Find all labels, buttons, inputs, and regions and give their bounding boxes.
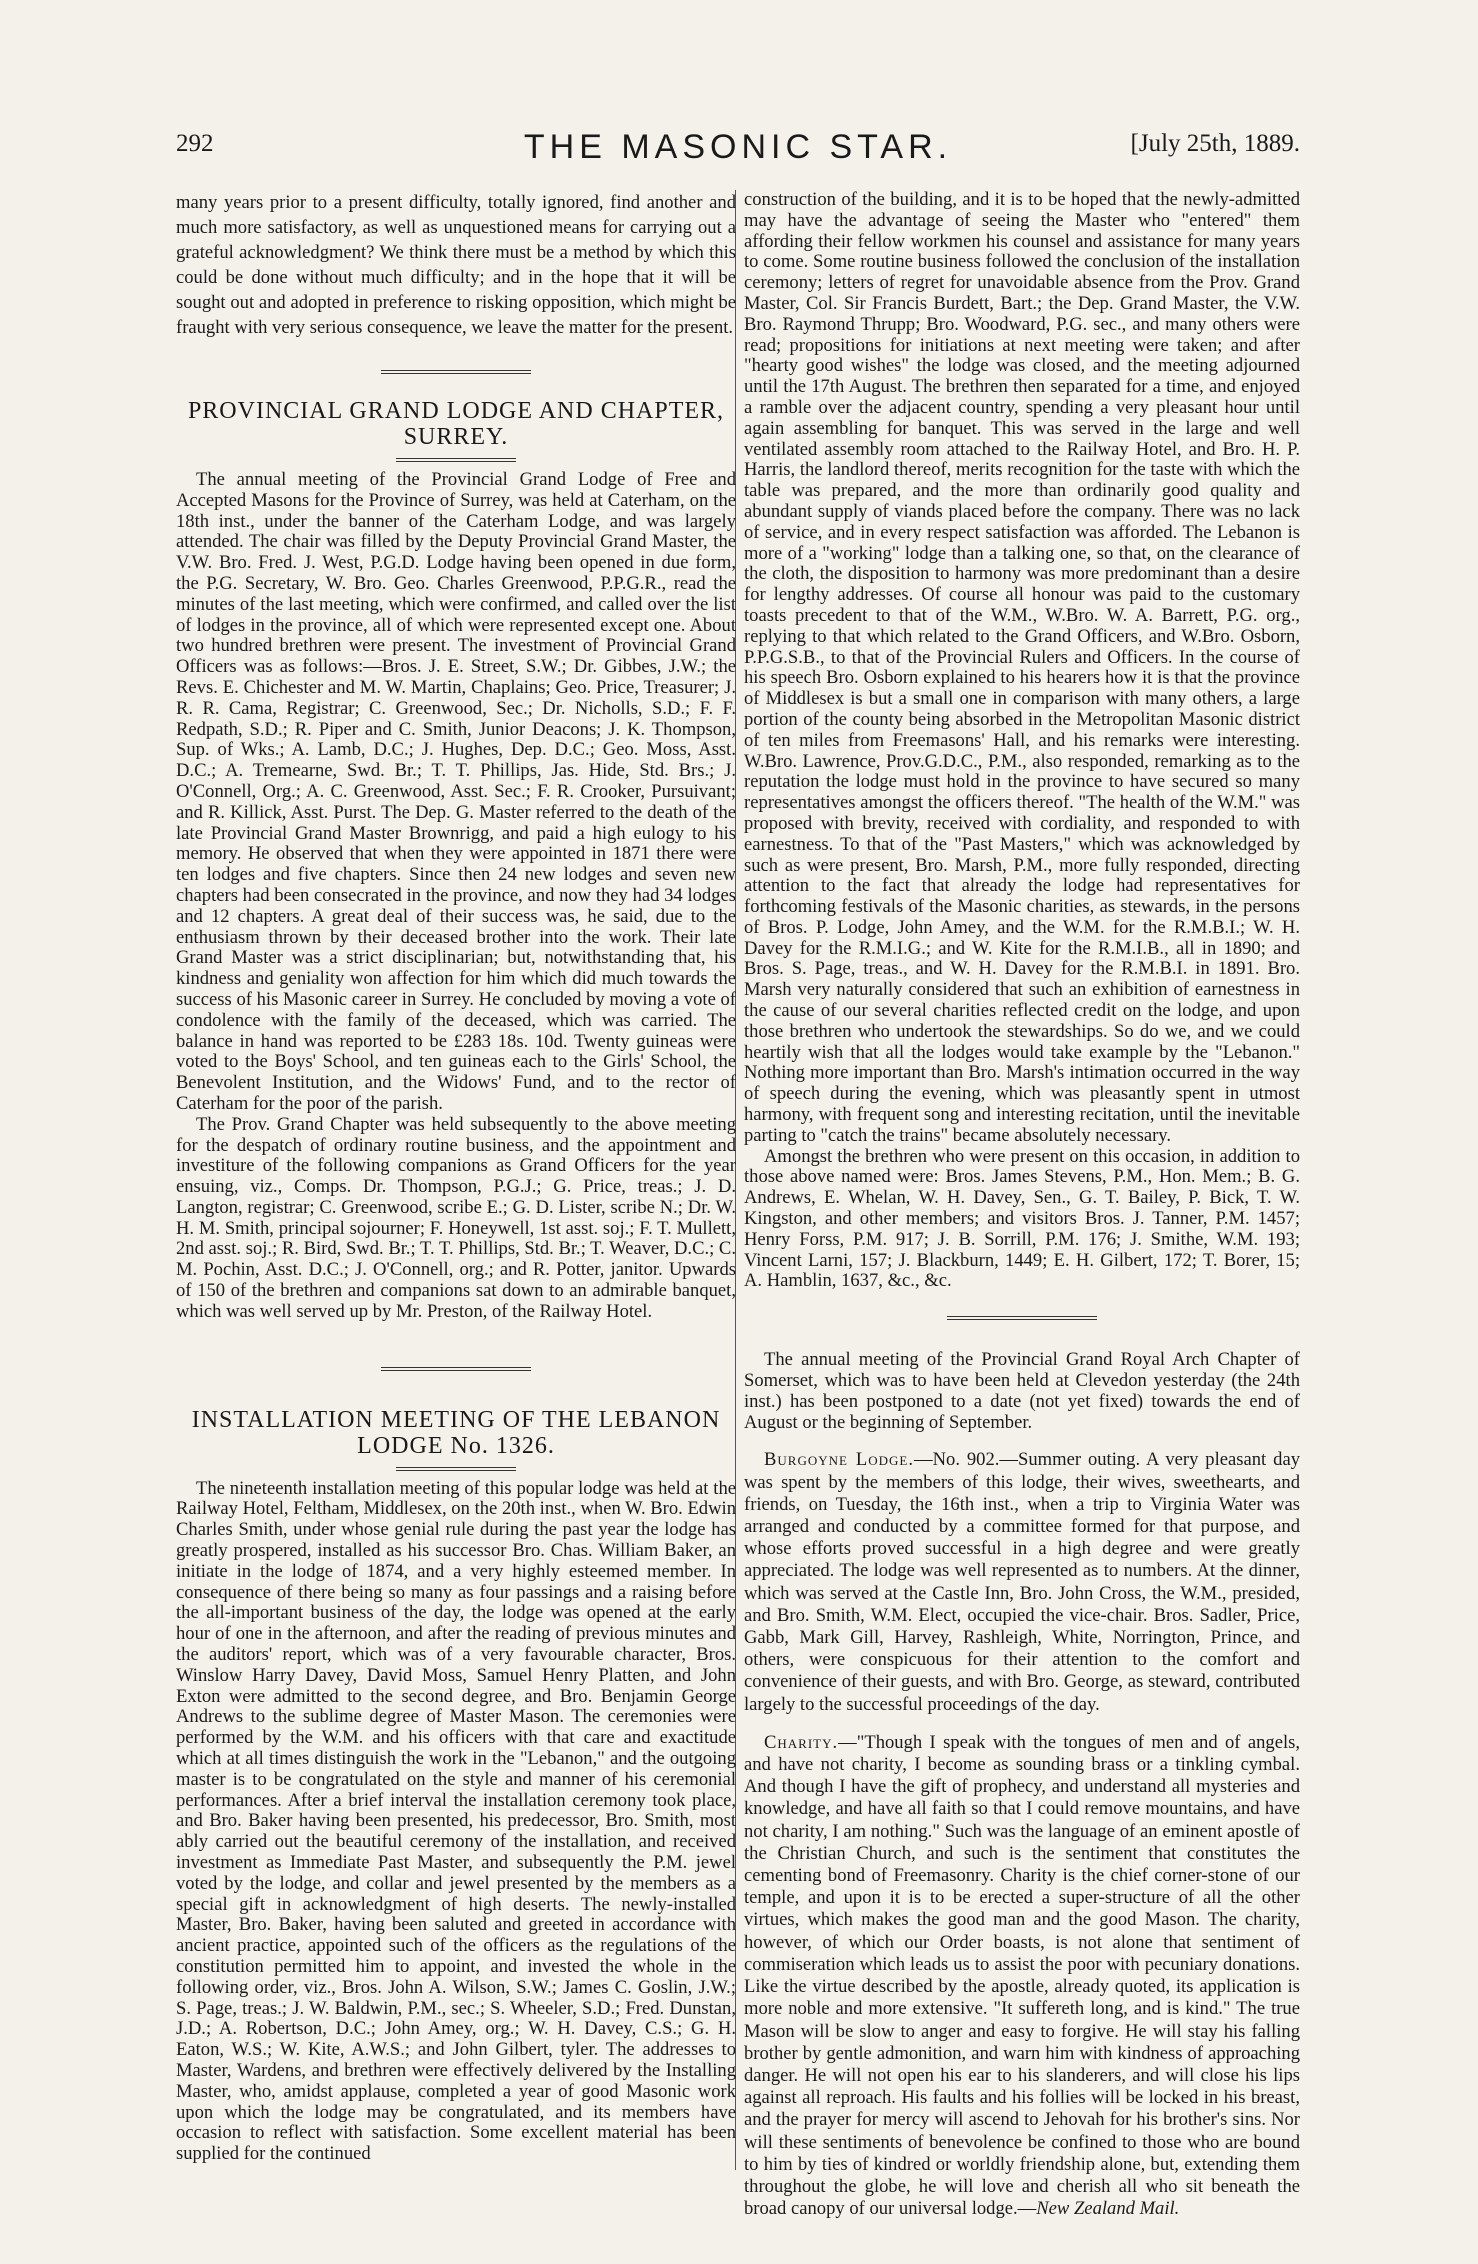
charity-source: New Zealand Mail. xyxy=(1036,2198,1180,2220)
heading-rule xyxy=(396,1467,516,1471)
charity-paragraph xyxy=(744,1732,1300,2220)
surrey-heading: PROVINCIAL GRAND LODGE AND CHAPTER, SURREY. xyxy=(187,398,725,450)
lebanon-paragraph: The nineteenth installation meeting of this popular lodge was held at the Railway Hotel, Feltham, Middlesex, on the 20th inst., when W. Bro. Edwin Charles Smith, under whose genial rule during the past year the lodge has greatly prospered, installed as his successor Bro. Chas. William Baker, an initiate in the lodge of 1874, and a very highly esteemed member. In consequence of there being so many as four passings and a raising before the all-important business of the day, the lodge was opened at the early hour of one in the afternoon, and after the reading of previous minutes and the auditors' report, which was of a very favourable character, Bros. Winslow Harry Davey, David Moss, Samuel Henry Platten, and John Exton were admitted to the second degree, and Bro. Benjamin George Andrews to the sublime degree of Master Mason. The ceremonies were performed by the W.M. and his officers with that care and exactitude which at all times distinguish the work in the "Lebanon," and the outgoing master is to be congratulated on the style and manner of his ceremonial performances. After a brief interval the installation ceremony took place, and Bro. Baker having been presented, his predecessor, Bro. Smith, most ably carried out the beautiful ceremony of the installation, and received investment as Immediate Past Master, and subsequently the P.M. jewel voted by the lodge, and collar and jewel presented by the members as a special gift in acknowledgment of high deserts. The newly-installed Master, Bro. Baker, having been saluted and greeted in accordance with ancient practice, appointed such of the officers as the regulations of the constitution permitted him to appoint, and invested the whole in the following order, viz., Bros. John A. Wilson, S.W.; James C. Goslin, J.W.; S. Page, treas.; J. W. Baldwin, P.M., sec.; S. Wheeler, S.D.; Fred. Dunstan, J.D.; A. Robertson, D.C.; John Amey, org.; W. H. Davey, C.S.; G. H. Eaton, W.S.; W. Kite, A.W.S.; and John Gilbert, tyler. The addresses to Master, Wardens, and brethren were effectively delivered by the Installing Master, who, amidst applause, completed a year of good Masonic work upon which the lodge may be congratulated, and its members have occasion to reflect with satisfaction. Some excellent material has been supplied for the continued xyxy=(176,1477,736,2165)
somerset-paragraph: The annual meeting of the Provincial Grand Royal Arch Chapter of Somerset, which was to have been held at Clevedon yesterday (the 24th inst.) has been postponed to a date (not yet fixed) towards the end of August or the beginning of September. xyxy=(744,1349,1300,1433)
lebanon-heading: INSTALLATION MEETING OF THE LEBANON LODGE No. 1326. xyxy=(191,1406,721,1459)
page-header xyxy=(176,128,1300,168)
right-column xyxy=(744,190,1300,2220)
charity-text: —"Though I speak with the tongues of men and of angels, and have not charity, I become as sounding brass or a tinkling cymbal. And though I have the gift of prophecy, and understand all mysteries and knowledge, and have all faith so that I could remove mountains, and have not charity, I am nothing." Such was the language of an eminent apostle of the Christian Church, and such is the sentiment that constitutes the cementing bond of Freemasonry. Charity is the chief corner-stone of our temple, and upon it is to be erected a super-structure of all the other virtues, which makes the good man and the good Mason. The charity, however, of which our Order boasts, is not alone that sentiment of commiseration which leads us to assist the poor with pecuniary donations. Like the virtue described by the apostle, already quoted, its application is more noble and more extensive. "It suffereth long, and is kind." The true Mason will be slow to anger and easy to forgive. He will stay his falling brother by gentle admonition, and warn him with kindness of approaching danger. He will not open his ear to his slanderers, and will close his lips against all reproach. His faults and his follies will be locked in his breast, and the prayer for mercy will ascend to Jehovah for his brother's sins. Nor will these sentiments of benevolence be confined to those who are bound to him by ties of kindred or worldly friendship alone, but, extending them throughout the globe, he will love and cherish all who sit beneath the broad canopy of our universal lodge.— xyxy=(744,1731,1300,2220)
charity-lead: Charity. xyxy=(764,1731,839,1753)
page-number: 292 xyxy=(176,130,214,157)
section-rule xyxy=(381,370,531,374)
intro-paragraph: many years prior to a present difficulty, totally ignored, find another and much more satisfactory, as well as unquestioned means for carrying out a grateful acknowledgment? We think there must be a method by which this could be done without much difficulty; and in the hope that it will be sought out and adopted in preference to risking opposition, which might be fraught with very serious consequence, we leave the matter for the present. xyxy=(176,192,736,338)
left-column xyxy=(176,190,736,2165)
brethren-paragraph: Amongst the brethren who were present on this occasion, in addition to those above named were: Bros. James Stevens, P.M., Hon. Mem.; B. G. Andrews, E. Whelan, W. H. Davey, Sen., G. T. Bailey, P. Bick, T. W. Kingston, and other members; and visitors Bros. J. Tanner, P.M. 1457; Henry Forss, P.M. 917; J. B. Sorrill, P.M. 176; J. Smithe, W.M. 193; Vincent Larni, 157; J. Blackburn, 1449; E. H. Gilbert, 172; T. Borer, 15; A. Hamblin, 1637, &c., &c. xyxy=(744,1145,1300,1292)
section-rule xyxy=(381,1367,531,1371)
heading-rule xyxy=(396,458,516,462)
burgoyne-lead: Burgoyne Lodge. xyxy=(764,1449,914,1471)
burgoyne-text: —No. 902.—Summer outing. A very pleasant day was spent by the members of this lodge, their wives, sweethearts, and friends, on Tuesday, the 16th inst., when a trip to Virginia Water was arranged and conducted by a committee formed for that purpose, and whose efforts proved successful in a high degree and were greatly appreciated. The lodge was well represented as to numbers. At the dinner, which was served at the Castle Inn, Bro. John Cross, the W.M., presided, and Bro. Smith, W.M. Elect, occupied the vice-chair. Bros. Sadler, Price, Gabb, Mark Gill, Harvey, Rashleigh, White, Norrington, Prince, and others, were conspicuous for their attention to the comfort and convenience of their guests, and with Bro. George, as steward, contributed largely to the successful proceedings of the day. xyxy=(744,1449,1300,1715)
chapter-paragraph: The Prov. Grand Chapter was held subsequently to the above meeting for the despatch of ordinary routine business, and the appointment and investiture of the following companions as Grand Officers for the year ensuing, viz., Comps. Dr. Thompson, P.G.J.; G. Price, treas.; J. D. Langton, registrar; C. Greenwood, scribe E.; G. D. Lister, scribe N.; Dr. W. H. M. Smith, principal sojourner; F. Honeywell, 1st asst. soj.; F. T. Mullett, 2nd asst. soj.; R. Bird, Swd. Br.; T. T. Phillips, Std. Br.; T. Weaver, D.C.; C. M. Pochin, Asst. D.C.; J. O'Connell, org.; and R. Potter, janitor. Upwards of 150 of the brethren and companions sat down to an admirable banquet, which was well served up by Mr. Preston, of the Railway Hotel. xyxy=(176,1113,736,1322)
lebanon-continued: construction of the building, and it is to be hoped that the newly-admitted may have the advantage of seeing the Master who "entered" them affording their fellow workmen his counsel and assistance for many years to come. Some routine business followed the conclusion of the installation ceremony; letters of regret for unavoidable absence from the Prov. Grand Master, Col. Sir Francis Burdett, Bart.; the Dep. Grand Master, the V.W. Bro. Raymond Thrupp; Bro. Woodward, P.G. sec., and many others were read; propositions for initiations at next meeting were taken; and after "hearty good wishes" the lodge was closed, and the meeting adjourned until the 17th August. The brethren then separated for a time, and enjoyed a ramble over the adjacent country, spending a very pleasant hour until again assembling for banquet. This was served in the large and well ventilated assembly room attached to the Railway Hotel, and Bro. H. P. Harris, the landlord thereof, merits recognition for the taste with which the table was prepared, and the more than ordinarily good quality and abundant supply of viands placed before the company. There was no lack of service, and in every respect satisfaction was afforded. The Lebanon is more of a "working" lodge than a talking one, so that, on the clearance of the cloth, the disposition to harmony was more predominant than a desire for lengthy addresses. Of course all honour was paid to the customary toasts precedent to that of the W.M., W.Bro. W. A. Barrett, P.G. org., replying to that which related to the Grand Officers, and W.Bro. Osborn, P.P.G.S.B., to that of the Provincial Rulers and Officers. In the course of his speech Bro. Osborn explained to his hearers how it is that the province of Middlesex is but a small one in comparison with many others, a large portion of the county being absorbed in the Metropolitan Masonic district of ten miles from Freemasons' Hall, and his remarks were interesting. W.Bro. Lawrence, Prov.G.D.C., P.M., also responded, remarking as to the reputation the lodge must hold in the province to have secured so many representatives amongst the officers thereof. "The health of the W.M." was proposed with brevity, received with cordiality, and responded to with earnestness. To that of the "Past Masters," which was acknowledged by such as were present, Bro. Marsh, P.M., more fully responded, directing attention to the fact that already the lodge had representatives for forthcoming festivals of the Masonic charities, as stewards, in the persons of Bros. P. Lodge, John Amey, and the W.M. for the R.M.B.I.; W. H. Davey for the R.M.I.G.; and W. Kite for the R.M.I.B., all in 1890; and Bros. S. Page, treas., and W. H. Davey for the R.M.B.I. in 1891. Bro. Marsh very naturally considered that such an exhibition of earnestness in the cause of our several charities reflected credit on the lodge, and upon those brethren who undertook the stewardships. So do we, and we could heartily wish that all the lodges would take example by the "Lebanon." Nothing more important than Bro. Marsh's intimation occurred in the way of speech during the evening, which was pleasantly spent in utmost harmony, with frequent song and interesting recitation, until the inevitable parting to "catch the trains" became absolutely necessary. xyxy=(744,189,1300,1146)
issue-date: [July 25th, 1889. xyxy=(1130,130,1300,157)
section-rule xyxy=(947,1316,1097,1320)
surrey-paragraph: The annual meeting of the Provincial Grand Lodge of Free and Accepted Masons for the Province of Surrey, was held at Caterham, on the 18th inst., under the banner of the Caterham Lodge, and was largely attended. The chair was filled by the Deputy Provincial Grand Master, the V.W. Bro. Fred. J. West, P.G.D. Lodge having been opened in due form, the P.G. Secretary, W. Bro. Geo. Charles Greenwood, P.P.G.R., read the minutes of the last meeting, which were confirmed, and called over the list of lodges in the province, all of which were represented except one. About two hundred brethren were present. The investment of Provincial Grand Officers was as follows:—Bros. J. E. Street, S.W.; Dr. Gibbes, J.W.; the Revs. E. Chichester and M. W. Martin, Chaplains; Geo. Price, Treasurer; J. R. R. Cama, Registrar; C. Greenwood, Sec.; Dr. Nicholls, S.D.; F. F. Redpath, S.D.; R. Piper and C. Smith, Junior Deacons; J. K. Thompson, Sup. of Wks.; A. Lamb, D.C.; J. Hughes, Dep. D.C.; Geo. Moss, Asst. D.C.; A. Tremearne, Swd. Br.; T. T. Phillips, Jas. Hide, Std. Brs.; J. O'Connell, Org.; A. C. Greenwood, Asst. Sec.; F. R. Crooker, Pursuivant; and R. Killick, Asst. Purst. The Dep. G. Master referred to the death of the late Provincial Grand Master Brownrigg, and paid a high eulogy to his memory. He observed that when they were appointed in 1871 there were ten lodges and five chapters. Since then 24 new lodges and seven new chapters had been consecrated in the province, and now they had 34 lodges and 12 chapters. A great deal of their success was, he said, due to the enthusiasm thrown by their deceased brother into the work. Their late Grand Master was a strict disciplinarian; but, notwithstanding that, his kindness and geniality won affection for him which did much towards the success of his Masonic career in Surrey. He concluded by moving a vote of condolence with the family of the deceased, which was carried. The balance in hand was reported to be £283 18s. 10d. Twenty guineas were voted to the Boys' School, and ten guineas each to the Girls' School, the Benevolent Institution, and the Widows' Fund, and to the rector of Caterham for the poor of the parish. xyxy=(176,469,736,1114)
burgoyne-paragraph xyxy=(744,1449,1300,1715)
masthead: THE MASONIC STAR. xyxy=(523,128,953,166)
